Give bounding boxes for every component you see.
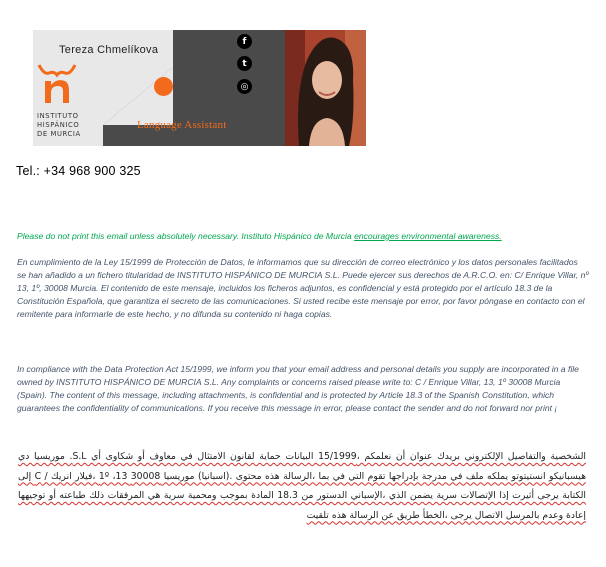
profile-photo (285, 30, 366, 146)
environmental-notice-text: Please do not print this email unless absolutely necessary. Instituto Hispánico de Murcia (17, 231, 355, 241)
email-signature-banner (33, 30, 366, 146)
english-privacy-notice: In compliance with the Data Protection Act 15/1999, we inform you that your email address and personal details you supply are incorporated in a file owned by INSTITUTO HISPÁNICO DE MURCIA S.L. Any complaints or concerns raised please write to: C / Enrique Villar, 13, 1º 30008 Murcia (Spain). The content of this message, including attachments, is confidential and is protected by Article 18.3 of the Spanish Constitution, which guarantees the confidentiality of communications. If you receive this message in error, please contact the sender and do not forward nor print ¡ (17, 364, 579, 413)
spanish-privacy-notice: En cumplimiento de la Ley 15/1999 de Protección de Datos, le informamos que su dirección de correo electrónico y los datos personales facilitados se han añadido a un fichero titularidad de INSTITUTO HISPÁNICO DE MURCIA S.L. Puede ejercer sus derechos de A.R.C.O. en: C/ Enrique Villar, nº 13, 1º, 30008 Murcia. El contenido de este mensaje, incluidos los ficheros adjuntos, es confidencial y está protegido por el artículo 18.3 de la Constitución Española, que garantiza el secreto de las comunicaciones. Si usted recibe este mensaje por error, por favor póngase en contacto con el remitente para informarle de este hecho, y no difunda su contenido ni haga copias. (17, 257, 589, 319)
arabic-privacy-notice: الشخصية والتفاصيل الإلكتروني بريدك عنوان أن نعلمكم ،15/1999 البيانات حماية لقانون الامتثال في معاوف أو شكاوى أي S.L. موريسيا دي هيسبانيكو انستيتوتو يملكه ملف في مدرجة بإدراجها تقوم التي في بما ،الرسالة هذه محتوى .(اسبانيا) موريسيا 30008 1º ،13 ،فيلار انريك / C إلى الكتابة يرجى أثيرت إذا الإتصالات سرية يضمن الذي ،الإسباني الدستور من 18.3 المادة بموجب ومحمية سرية هي المرفقات ذلك طباعته أو توجيهها إعادة وعدم بالمرسل الاتصال يرجى ،الخطأ طريق عن الرسالة هذه تلقيت (18, 451, 586, 521)
logo-text-line: HISPÁNICO (37, 121, 80, 129)
instagram-icon[interactable]: ◎ (237, 79, 252, 94)
twitter-icon[interactable]: t (237, 56, 252, 71)
logo-text-line: DE MURCIA (37, 130, 81, 138)
logo-text-line: INSTITUTO (37, 112, 79, 120)
facebook-icon[interactable]: f (237, 34, 252, 49)
environmental-notice-link: encourages environmental awareness. (354, 231, 502, 241)
signature-role: Language Assistant (137, 119, 227, 131)
telephone-number: Tel.: +34 968 900 325 (16, 164, 141, 178)
environmental-notice (17, 230, 589, 243)
signature-name: Tereza Chmelíkova (59, 44, 159, 56)
accent-dot (154, 77, 173, 96)
